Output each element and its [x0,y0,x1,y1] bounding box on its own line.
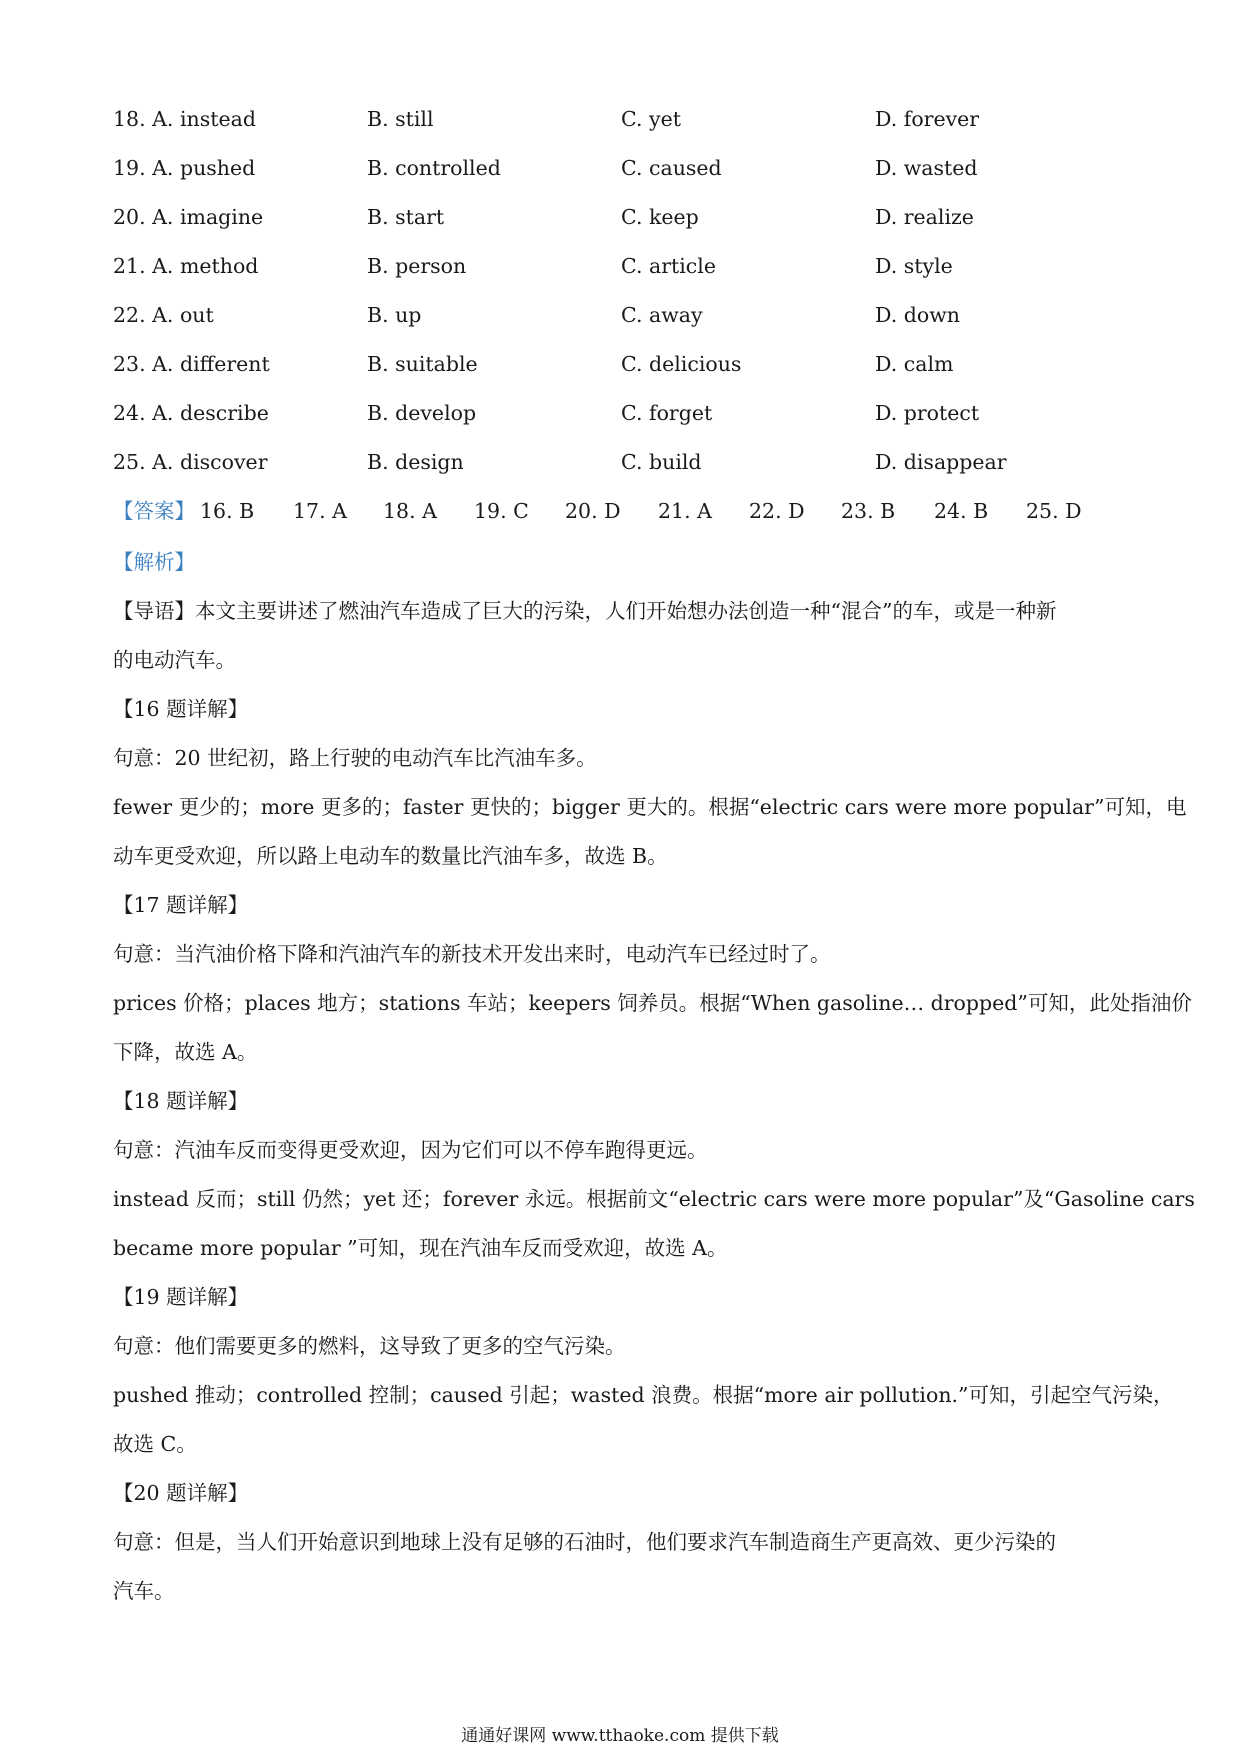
answer-tag: 【答案】 [113,499,195,523]
detail-line: 下降，故选 A。 [113,1040,258,1064]
detail-line: prices 价格；places 地方；stations 车站；keepers 饲养员。根据“When gasoline… dropped”可知，此处指油价 [113,991,1192,1015]
option-b: B. controlled [367,156,501,180]
option-row [113,347,1113,396]
answer-item: 16. B [200,499,255,523]
detail-line: 汽车。 [113,1579,175,1603]
option-b: B. design [367,450,464,474]
page-footer: 通通好课网 www.tthaoke.com 提供下载 [461,1726,779,1746]
option-c: C. away [621,303,703,327]
detail-line: pushed 推动；controlled 控制；caused 引起；wasted 浪费。根据“more air pollution.”可知，引起空气污染， [113,1383,1174,1407]
option-b: B. still [367,107,434,131]
detail-heading: 【20 题详解】 [113,1481,249,1505]
option-d: D. realize [875,205,974,229]
detail-line: 句意：汽油车反而变得更受欢迎，因为它们可以不停车跑得更远。 [113,1138,708,1162]
answer-item: 17. A [293,499,347,523]
option-a: 19. A. pushed [113,156,256,180]
answer-item: 20. D [565,499,621,523]
detail-line: fewer 更少的；more 更多的；faster 更快的；bigger 更大的。根据“electric cars were more popular”可知，电 [113,795,1187,819]
detail-line: 故选 C。 [113,1432,197,1456]
guide-line [113,587,1125,636]
option-c: C. delicious [621,352,742,376]
option-a: 20. A. imagine [113,205,264,229]
option-c: C. forget [621,401,713,425]
option-c: C. article [621,254,716,278]
option-d: D. calm [875,352,954,376]
option-d: D. protect [875,401,980,425]
detail-line: 句意：当汽油价格下降和汽油汽车的新技术开发出来时，电动汽车已经过时了。 [113,942,831,966]
option-d: D. wasted [875,156,978,180]
analysis-section [113,538,1195,1616]
guide-text-cont: 的电动汽车。 [113,648,236,672]
answer-item: 24. B [934,499,989,523]
option-c: C. yet [621,107,681,131]
detail-heading: 【17 题详解】 [113,893,249,917]
answer-item: 19. C [474,499,529,523]
option-b: B. suitable [367,352,478,376]
detail-heading: 【19 题详解】 [113,1285,249,1309]
option-a: 22. A. out [113,303,214,327]
option-d: D. style [875,254,953,278]
option-row [113,445,1113,494]
answer-item: 23. B [841,499,896,523]
option-c: C. build [621,450,702,474]
detail-line: became more popular ”可知，现在汽油车反而受欢迎，故选 A。 [113,1236,728,1260]
answer-item: 25. D [1026,499,1082,523]
detail-line: 动车更受欢迎，所以路上电动车的数量比汽油车多，故选 B。 [113,844,668,868]
option-b: B. up [367,303,422,327]
option-row [113,151,1113,200]
guide-text: 本文主要讲述了燃油汽车造成了巨大的污染，人们开始想办法创造一种“混合”的车，或是一种新 [195,599,1057,623]
option-row [113,396,1113,445]
option-a: 18. A. instead [113,107,256,131]
answer-item: 21. A [658,499,712,523]
option-a: 21. A. method [113,254,259,278]
detail-heading: 【16 题详解】 [113,697,249,721]
option-b: B. person [367,254,467,278]
option-d: D. down [875,303,960,327]
guide-tag: 【导语】 [113,599,195,623]
analysis-tag: 【解析】 [113,550,195,574]
option-d: D. disappear [875,450,1007,474]
options-list [113,102,1113,494]
option-b: B. start [367,205,445,229]
answer-item: 22. D [749,499,805,523]
option-c: C. keep [621,205,699,229]
option-b: B. develop [367,401,477,425]
option-d: D. forever [875,107,980,131]
detail-line: 句意：他们需要更多的燃料，这导致了更多的空气污染。 [113,1334,626,1358]
option-row [113,249,1113,298]
option-c: C. caused [621,156,722,180]
option-row [113,102,1113,151]
detail-line: 句意：20 世纪初，路上行驶的电动汽车比汽油车多。 [113,746,597,770]
option-row [113,200,1113,249]
answer-line [113,494,1113,528]
option-a: 25. A. discover [113,450,268,474]
detail-line: instead 反而；still 仍然；yet 还；forever 永远。根据前文“electric cars were more popular”及“Gasoline cars [113,1187,1195,1211]
option-a: 24. A. describe [113,401,269,425]
option-a: 23. A. different [113,352,270,376]
detail-line: 句意：但是，当人们开始意识到地球上没有足够的石油时，他们要求汽车制造商生产更高效、更少污染的 [113,1530,1056,1554]
detail-heading: 【18 题详解】 [113,1089,249,1113]
answer-item: 18. A [383,499,437,523]
option-row [113,298,1113,347]
